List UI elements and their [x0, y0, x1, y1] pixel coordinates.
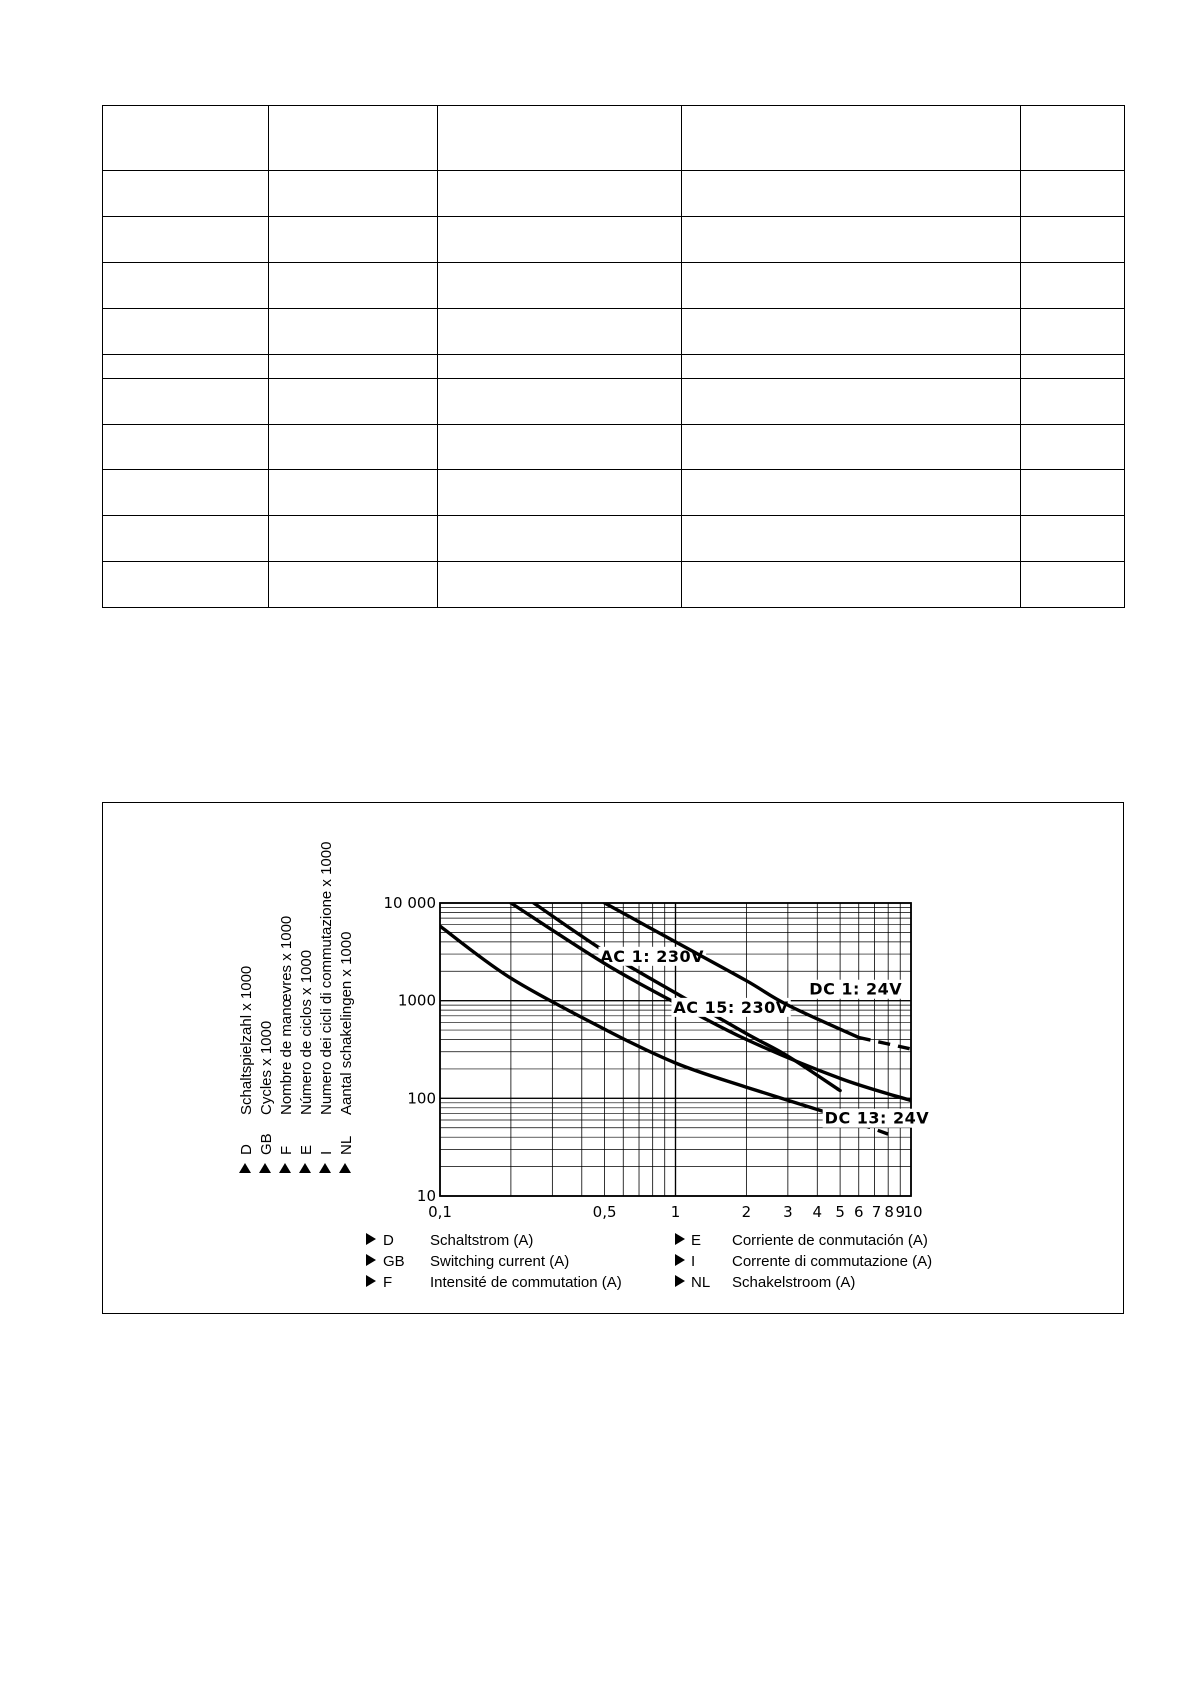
y-axis-label-group: [338, 932, 355, 1173]
x-axis-label-text: Corrente di commutazione (A): [732, 1253, 933, 1270]
table-cell: [1021, 378, 1125, 424]
table-row: [103, 562, 1125, 608]
series-label: DC 13: 24V: [824, 1108, 930, 1128]
table-cell: [438, 217, 682, 263]
table-cell: [103, 263, 269, 309]
y-axis-label-code: NL: [338, 1135, 355, 1155]
triangle-bullet-icon: [239, 1163, 251, 1173]
table-row: [103, 354, 1125, 378]
x-tick-label: 7: [871, 1203, 882, 1221]
table-cell: [269, 378, 438, 424]
table-cell: [682, 354, 1021, 378]
y-axis-label-code: F: [278, 1145, 295, 1155]
table-cell: [438, 354, 682, 378]
x-tick-label: 9: [895, 1203, 905, 1221]
table-row: [103, 217, 1125, 263]
triangle-bullet-icon: [675, 1233, 685, 1245]
x-tick-label: 6: [853, 1203, 864, 1221]
triangle-bullet-icon: [339, 1163, 351, 1173]
y-axis-label-text: Nombre de manœvres x 1000: [278, 915, 295, 1115]
series-label: AC 1: 230V: [600, 946, 705, 966]
table-cell: [103, 516, 269, 562]
triangle-bullet-icon: [366, 1254, 376, 1266]
x-tick-label: 1: [670, 1203, 681, 1221]
table-cell: [438, 516, 682, 562]
table-cell: [1021, 516, 1125, 562]
y-tick-label: 100: [407, 1089, 436, 1108]
table-row: [103, 308, 1125, 354]
table-cell: [269, 171, 438, 217]
table-cell: [1021, 308, 1125, 354]
triangle-bullet-icon: [366, 1275, 376, 1287]
table-cell: [103, 171, 269, 217]
y-axis-label-code: D: [238, 1144, 255, 1155]
x-axis-label-text: Schakelstroom (A): [732, 1274, 856, 1291]
y-axis-label-text: Aantal schakelingen x 1000: [338, 931, 355, 1115]
y-axis-label-group: [318, 842, 335, 1173]
empty-specification-table: [102, 105, 1125, 608]
table-row: [103, 424, 1125, 470]
y-tick-label: 10 000: [383, 894, 436, 912]
x-axis-label-text: Intensité de commutation (A): [430, 1274, 622, 1291]
y-axis-label-code: GB: [258, 1133, 275, 1155]
x-tick-label: 2: [741, 1203, 752, 1221]
table-cell: [1021, 562, 1125, 608]
table-cell: [438, 424, 682, 470]
y-axis-label-group: [298, 950, 315, 1173]
x-axis-label-code: NL: [691, 1274, 711, 1291]
table-cell: [682, 424, 1021, 470]
table-cell: [269, 308, 438, 354]
y-axis-label-group: [238, 966, 255, 1173]
y-tick-label: 1000: [397, 991, 436, 1010]
table-cell: [269, 562, 438, 608]
table-cell: [438, 308, 682, 354]
table-cell: [682, 308, 1021, 354]
table-cell: [103, 378, 269, 424]
x-axis-label-code: E: [691, 1232, 702, 1249]
table-row: [103, 470, 1125, 516]
table-cell: [682, 106, 1021, 171]
table-cell: [269, 263, 438, 309]
table-cell: [269, 217, 438, 263]
table-cell: [438, 470, 682, 516]
triangle-bullet-icon: [299, 1163, 311, 1173]
triangle-bullet-icon: [319, 1163, 331, 1173]
table-cell: [438, 171, 682, 217]
x-axis-label-code: F: [383, 1274, 393, 1291]
table-cell: [103, 308, 269, 354]
table-cell: [1021, 354, 1125, 378]
x-tick-label: 8: [884, 1203, 894, 1221]
triangle-bullet-icon: [675, 1275, 685, 1287]
table-cell: [269, 424, 438, 470]
table-cell: [103, 354, 269, 378]
table-cell: [1021, 424, 1125, 470]
table-cell: [103, 424, 269, 470]
x-axis-label-code: D: [383, 1232, 394, 1249]
table-cell: [103, 470, 269, 516]
y-axis-label-group: [278, 916, 295, 1173]
series-label: DC 1: 24V: [809, 979, 903, 999]
y-axis-label-code: E: [298, 1144, 315, 1155]
triangle-bullet-icon: [366, 1233, 376, 1245]
table-cell: [1021, 171, 1125, 217]
table-cell: [682, 378, 1021, 424]
x-tick-label: 4: [812, 1203, 823, 1221]
table-cell: [269, 106, 438, 171]
y-tick-label: 10: [416, 1187, 436, 1205]
x-axis-label-code: GB: [383, 1253, 405, 1270]
triangle-bullet-icon: [279, 1163, 291, 1173]
triangle-bullet-icon: [259, 1163, 271, 1173]
x-tick-label: 0,5: [592, 1203, 617, 1221]
table-cell: [682, 263, 1021, 309]
table-row: [103, 106, 1125, 171]
table-cell: [103, 562, 269, 608]
series-line: [605, 903, 859, 1038]
table-cell: [269, 470, 438, 516]
x-axis-label-text: Switching current (A): [430, 1253, 570, 1270]
table-cell: [682, 171, 1021, 217]
y-axis-label-group: [258, 1021, 275, 1173]
table-cell: [438, 562, 682, 608]
table-cell: [682, 217, 1021, 263]
table-cell: [269, 516, 438, 562]
y-axis-label-text: Numero dei cicli di commutazione x 1000: [318, 841, 335, 1115]
x-axis-label-code: I: [691, 1253, 696, 1270]
chart-frame: [102, 802, 1124, 1314]
series-label: AC 15: 230V: [673, 997, 789, 1017]
table-cell: [103, 106, 269, 171]
x-axis-label-text: Schaltstrom (A): [430, 1232, 534, 1249]
table-cell: [682, 470, 1021, 516]
x-tick-label: 0,1: [428, 1203, 452, 1221]
table-cell: [682, 562, 1021, 608]
table-cell: [438, 378, 682, 424]
x-tick-label: 10: [903, 1203, 923, 1221]
table-cell: [1021, 263, 1125, 309]
y-axis-label-text: Schaltspielzahl x 1000: [238, 965, 255, 1115]
table-cell: [438, 106, 682, 171]
triangle-bullet-icon: [675, 1254, 685, 1266]
x-tick-label: 3: [783, 1203, 793, 1221]
table-cell: [682, 516, 1021, 562]
table-cell: [1021, 106, 1125, 171]
series-line: [534, 903, 840, 1091]
table-cell: [438, 263, 682, 309]
table-cell: [269, 354, 438, 378]
y-axis-label-text: Número de ciclos x 1000: [298, 949, 315, 1115]
y-axis-label-code: I: [318, 1150, 335, 1155]
x-tick-label: 5: [835, 1203, 845, 1221]
switching-cycles-chart: [103, 803, 1122, 1312]
table-row: [103, 516, 1125, 562]
table-row: [103, 378, 1125, 424]
table-row: [103, 171, 1125, 217]
x-axis-label-text: Corriente de conmutación (A): [732, 1232, 928, 1249]
table-cell: [103, 217, 269, 263]
y-axis-label-text: Cycles x 1000: [258, 1020, 275, 1115]
table-row: [103, 263, 1125, 309]
table-cell: [1021, 217, 1125, 263]
table-cell: [1021, 470, 1125, 516]
